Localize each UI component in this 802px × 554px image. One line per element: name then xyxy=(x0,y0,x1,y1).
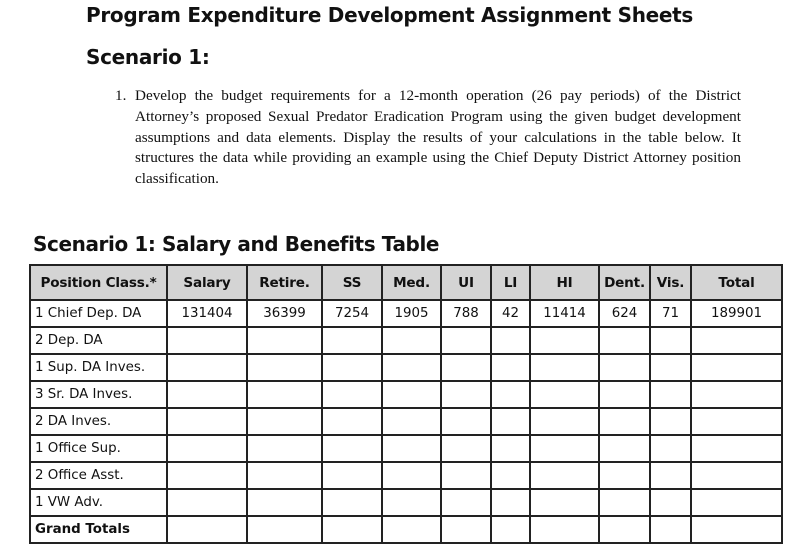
table-row xyxy=(30,381,782,408)
value-cell xyxy=(599,435,650,462)
value-cell xyxy=(382,489,441,516)
column-header: UI xyxy=(441,265,491,300)
value-cell xyxy=(441,408,491,435)
value-cell xyxy=(441,489,491,516)
value-cell xyxy=(691,489,782,516)
value-cell xyxy=(599,354,650,381)
column-header: Retire. xyxy=(247,265,322,300)
value-cell xyxy=(167,381,247,408)
value-cell xyxy=(382,462,441,489)
value-cell xyxy=(167,435,247,462)
value-cell xyxy=(247,327,322,354)
salary-benefits-table xyxy=(29,264,783,544)
table-row xyxy=(30,354,782,381)
column-header: Dent. xyxy=(599,265,650,300)
value-cell: 42 xyxy=(491,300,530,327)
table-row xyxy=(30,408,782,435)
value-cell xyxy=(322,489,382,516)
value-cell xyxy=(382,354,441,381)
position-class-cell: 1 VW Adv. xyxy=(30,489,167,516)
value-cell: 131404 xyxy=(167,300,247,327)
value-cell xyxy=(247,489,322,516)
value-cell xyxy=(491,408,530,435)
column-header: Vis. xyxy=(650,265,691,300)
table-heading: Scenario 1: Salary and Benefits Table xyxy=(33,232,440,256)
position-class-cell: 1 Sup. DA Inves. xyxy=(30,354,167,381)
value-cell xyxy=(247,516,322,543)
value-cell xyxy=(691,327,782,354)
value-cell xyxy=(382,381,441,408)
document-title: Program Expenditure Development Assignment Sheets xyxy=(86,3,694,27)
value-cell xyxy=(650,327,691,354)
value-cell xyxy=(691,462,782,489)
value-cell xyxy=(247,435,322,462)
value-cell xyxy=(441,381,491,408)
column-header: SS xyxy=(322,265,382,300)
value-cell xyxy=(650,354,691,381)
position-class-cell: 2 DA Inves. xyxy=(30,408,167,435)
position-class-cell: Grand Totals xyxy=(30,516,167,543)
value-cell xyxy=(691,516,782,543)
column-header: Total xyxy=(691,265,782,300)
value-cell xyxy=(650,408,691,435)
table-row xyxy=(30,462,782,489)
position-class-cell: 3 Sr. DA Inves. xyxy=(30,381,167,408)
value-cell xyxy=(167,354,247,381)
value-cell xyxy=(322,435,382,462)
value-cell xyxy=(691,408,782,435)
value-cell xyxy=(491,327,530,354)
position-class-cell: 2 Office Asst. xyxy=(30,462,167,489)
value-cell xyxy=(441,327,491,354)
instruction-item xyxy=(115,86,741,190)
value-cell xyxy=(599,516,650,543)
value-cell xyxy=(322,381,382,408)
value-cell xyxy=(491,354,530,381)
value-cell xyxy=(247,354,322,381)
value-cell xyxy=(382,435,441,462)
value-cell xyxy=(167,516,247,543)
value-cell xyxy=(491,462,530,489)
value-cell xyxy=(441,435,491,462)
value-cell xyxy=(599,327,650,354)
value-cell: 11414 xyxy=(530,300,599,327)
value-cell xyxy=(322,516,382,543)
value-cell xyxy=(599,462,650,489)
value-cell xyxy=(382,516,441,543)
value-cell xyxy=(530,354,599,381)
value-cell xyxy=(691,381,782,408)
value-cell xyxy=(530,516,599,543)
value-cell xyxy=(530,408,599,435)
value-cell xyxy=(530,462,599,489)
table-row xyxy=(30,489,782,516)
value-cell xyxy=(599,408,650,435)
value-cell xyxy=(599,489,650,516)
instruction-text: Develop the budget requirements for a 12-month operation (26 pay periods) of the District Attorney’s proposed Sexual Predator Eradication Program using the given budget development assumptions and data elements. Display the results of your calculations in the table below. It structures the data while providing an example using the Chief Deputy District Attorney position classification. xyxy=(135,87,741,188)
value-cell xyxy=(322,354,382,381)
table-header-row xyxy=(30,265,782,300)
column-header: HI xyxy=(530,265,599,300)
instruction-number: 1. xyxy=(115,87,127,104)
value-cell: 1905 xyxy=(382,300,441,327)
value-cell xyxy=(167,462,247,489)
value-cell xyxy=(322,327,382,354)
value-cell: 71 xyxy=(650,300,691,327)
value-cell: 624 xyxy=(599,300,650,327)
position-class-cell: 2 Dep. DA xyxy=(30,327,167,354)
table-row xyxy=(30,300,782,327)
value-cell xyxy=(650,381,691,408)
value-cell xyxy=(530,381,599,408)
column-header: Med. xyxy=(382,265,441,300)
value-cell xyxy=(322,462,382,489)
value-cell: 788 xyxy=(441,300,491,327)
value-cell: 7254 xyxy=(322,300,382,327)
table-row xyxy=(30,327,782,354)
column-header: LI xyxy=(491,265,530,300)
value-cell xyxy=(650,516,691,543)
value-cell xyxy=(530,435,599,462)
value-cell xyxy=(530,327,599,354)
value-cell xyxy=(650,435,691,462)
value-cell xyxy=(491,381,530,408)
value-cell xyxy=(247,462,322,489)
value-cell xyxy=(491,435,530,462)
value-cell: 36399 xyxy=(247,300,322,327)
position-class-cell: 1 Office Sup. xyxy=(30,435,167,462)
value-cell xyxy=(167,489,247,516)
value-cell xyxy=(491,489,530,516)
value-cell xyxy=(441,516,491,543)
column-header: Position Class.* xyxy=(30,265,167,300)
value-cell xyxy=(167,327,247,354)
value-cell xyxy=(382,408,441,435)
value-cell xyxy=(691,354,782,381)
value-cell xyxy=(382,327,441,354)
scenario-heading: Scenario 1: xyxy=(86,45,210,69)
table-row xyxy=(30,435,782,462)
column-header: Salary xyxy=(167,265,247,300)
value-cell xyxy=(247,408,322,435)
value-cell xyxy=(530,489,599,516)
value-cell xyxy=(650,462,691,489)
value-cell xyxy=(247,381,322,408)
value-cell xyxy=(441,462,491,489)
value-cell: 189901 xyxy=(691,300,782,327)
grand-totals-row xyxy=(30,516,782,543)
table-body xyxy=(30,300,782,543)
value-cell xyxy=(441,354,491,381)
position-class-cell: 1 Chief Dep. DA xyxy=(30,300,167,327)
value-cell xyxy=(691,435,782,462)
value-cell xyxy=(650,489,691,516)
value-cell xyxy=(167,408,247,435)
value-cell xyxy=(322,408,382,435)
value-cell xyxy=(599,381,650,408)
value-cell xyxy=(491,516,530,543)
